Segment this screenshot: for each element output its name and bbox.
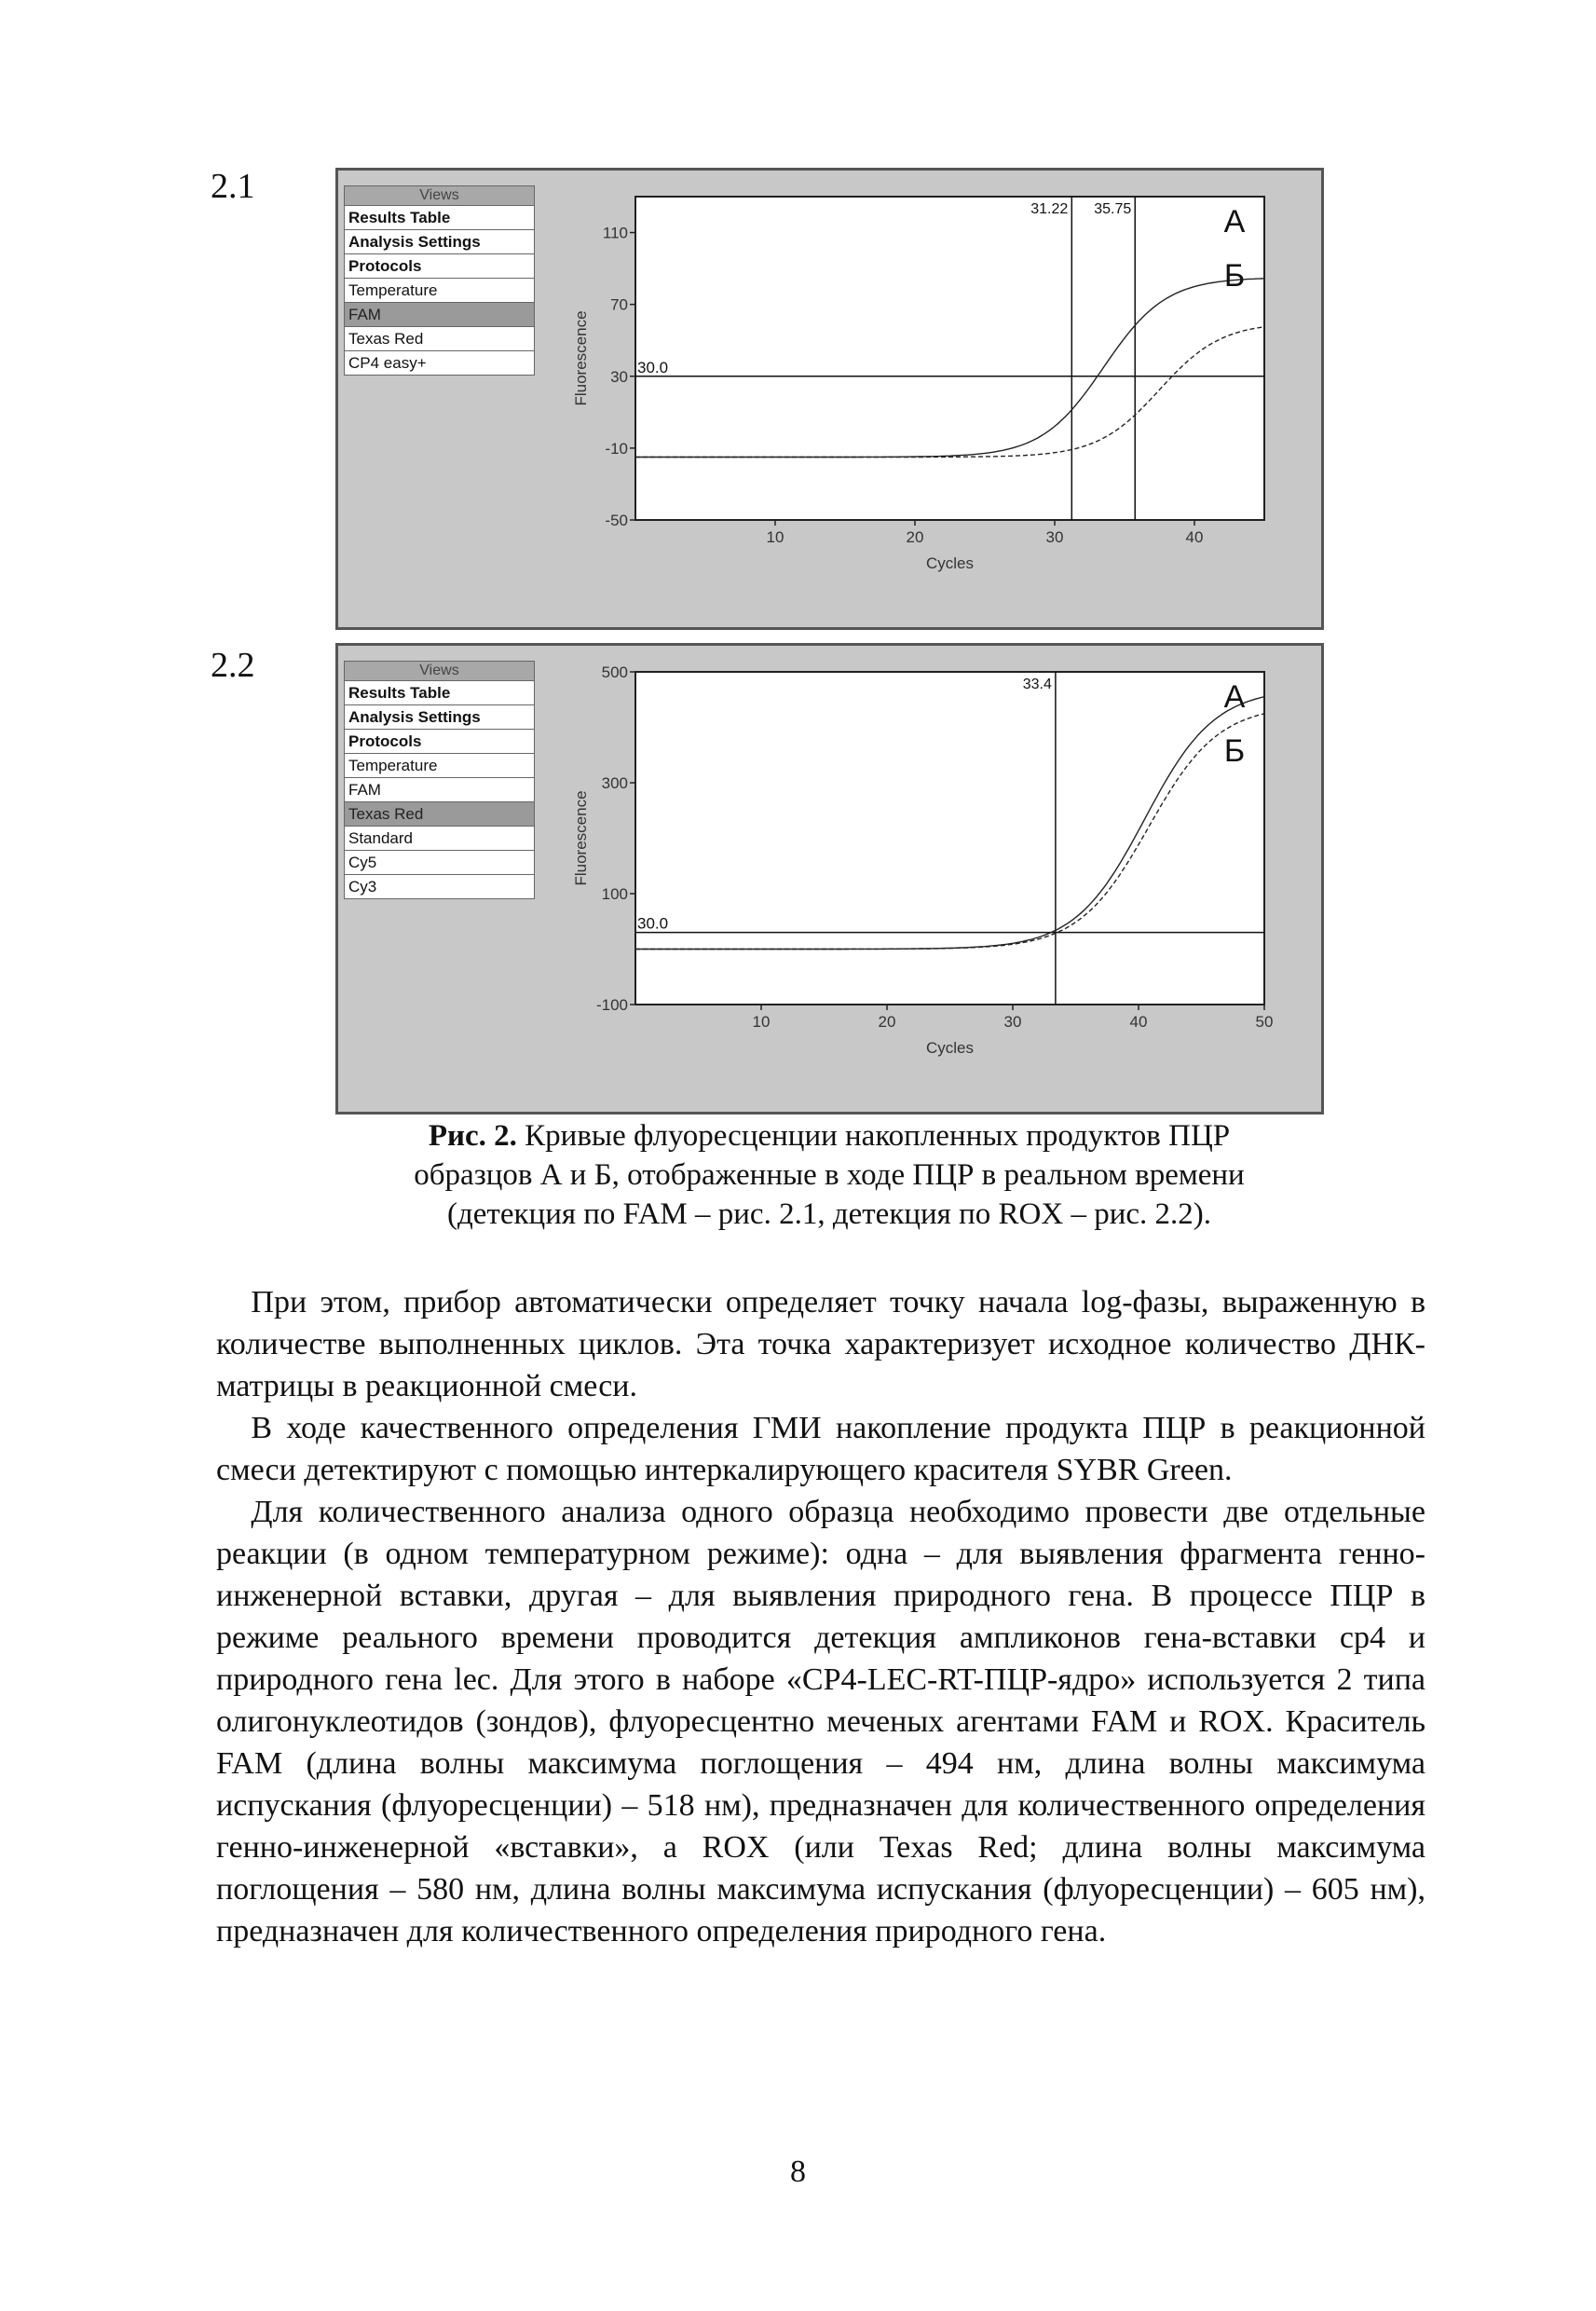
chart-panel-2-1 [335, 168, 1324, 630]
x-tick-label: 50 [1255, 1013, 1274, 1031]
y-tick-label: -100 [595, 996, 628, 1014]
caption-text: Кривые флуоресценции накопленных продуктов ПЦР образцов А и Б, отображенные в ходе ПЦР в реальном времени (детекция по FAM – рис. 2.1, детекция по ROX – рис. 2.2). [414, 1119, 1245, 1231]
legend-label: А [1223, 204, 1246, 239]
y-tick-label: -10 [605, 439, 628, 458]
fluorescence-chart-fam [547, 171, 1316, 627]
views-item[interactable]: Cy3 [344, 875, 535, 899]
y-tick-label: -50 [605, 512, 628, 529]
threshold-label: 30.0 [637, 358, 669, 376]
views-item[interactable]: Protocols [344, 254, 535, 279]
body-text [216, 1281, 1425, 1952]
y-axis-label: Fluorescence [572, 310, 590, 406]
views-item[interactable]: FAM [344, 778, 535, 802]
y-tick-label: 300 [601, 774, 628, 792]
threshold-label: 30.0 [637, 914, 669, 933]
caption-label: Рис. 2. [428, 1119, 517, 1153]
y-tick-label: 30 [610, 367, 628, 386]
views-item[interactable]: Temperature [344, 754, 535, 778]
x-tick-label: 10 [752, 1013, 771, 1031]
x-tick-label: 40 [1129, 1013, 1148, 1031]
views-item[interactable]: Texas Red [344, 802, 535, 827]
y-tick-label: 500 [601, 663, 628, 681]
views-title: Views [344, 661, 535, 681]
views-item[interactable]: Analysis Settings [344, 230, 535, 254]
views-item[interactable]: Temperature [344, 279, 535, 303]
y-axis-label: Fluorescence [572, 790, 590, 886]
x-tick-label: 20 [906, 528, 924, 546]
figure-label-2-2: 2.2 [211, 646, 255, 685]
views-item[interactable]: Results Table [344, 681, 535, 705]
fluorescence-chart-rox [547, 646, 1316, 1112]
x-tick-label: 40 [1185, 528, 1204, 546]
x-tick-label: 20 [878, 1013, 896, 1031]
x-axis-label: Cycles [925, 1039, 975, 1057]
views-item[interactable]: Results Table [344, 206, 535, 230]
y-tick-label: 110 [602, 224, 628, 242]
x-tick-label: 30 [1003, 1013, 1022, 1031]
views-item[interactable]: Cy5 [344, 851, 535, 875]
plot-area [635, 672, 1264, 1005]
views-title: Views [344, 185, 535, 206]
paragraph: При этом, прибор автоматически определяет точку начала log-фазы, выраженную в количестве выполненных циклов. Эта точка характеризует исходное количество ДНК-матрицы в реакционной смеси. [216, 1285, 1425, 1403]
ct-label: 33.4 [1022, 677, 1052, 692]
legend-label: А [1223, 679, 1246, 715]
y-tick-label: 70 [610, 295, 628, 314]
figure-label-2-1: 2.1 [211, 167, 255, 206]
ct-label: 31.22 [1030, 201, 1069, 217]
views-panel [344, 661, 535, 899]
views-item[interactable]: Protocols [344, 730, 535, 754]
views-item[interactable]: FAM [344, 303, 535, 327]
chart-panel-2-2 [335, 643, 1324, 1114]
views-item[interactable]: Texas Red [344, 327, 535, 351]
y-tick-label: 100 [601, 885, 628, 903]
x-axis-label: Cycles [925, 554, 975, 572]
page-number: 8 [790, 2154, 806, 2189]
views-panel [344, 185, 535, 376]
views-item[interactable]: Analysis Settings [344, 705, 535, 730]
legend-label: Б [1223, 733, 1246, 769]
ct-label: 35.75 [1094, 201, 1132, 217]
views-item[interactable]: CP4 easy+ [344, 351, 535, 376]
x-tick-label: 10 [766, 528, 784, 546]
x-tick-label: 30 [1045, 528, 1064, 546]
paragraph: В ходе качественного определения ГМИ накопление продукта ПЦР в реакционной смеси детектируют с помощью интеркалирующего красителя SYBR Green. [216, 1411, 1425, 1487]
figure-caption [373, 1116, 1286, 1234]
legend-label: Б [1223, 258, 1246, 294]
views-item[interactable]: Standard [344, 827, 535, 851]
paragraph: Для количественного анализа одного образца необходимо провести две отдельные реакции (в одном температурном режиме): одна – для выявления фрагмента генно-инженерной вставки, другая – для выявления природного гена. В процессе ПЦР в режиме реального времени проводится детекция ампликонов гена-вставки cp4 и природного гена lec. Для этого в наборе «CP4-LEC-RT-ПЦР-ядро» используется 2 типа олигонуклеотидов (зондов), флуоресцентно меченых агентами FAM и ROX. Краситель FAM (длина волны максимума поглощения – 494 нм, длина волны максимума испускания (флуоресценции) – 518 нм), предназначен для количественного определения генно-инженерной «вставки», а ROX (или Texas Red; длина волны максимума поглощения – 580 нм, длина волны максимума испускания (флуоресценции) – 605 нм), предназначен для количественного определения природного гена. [216, 1495, 1425, 1949]
plot-area [635, 197, 1264, 520]
